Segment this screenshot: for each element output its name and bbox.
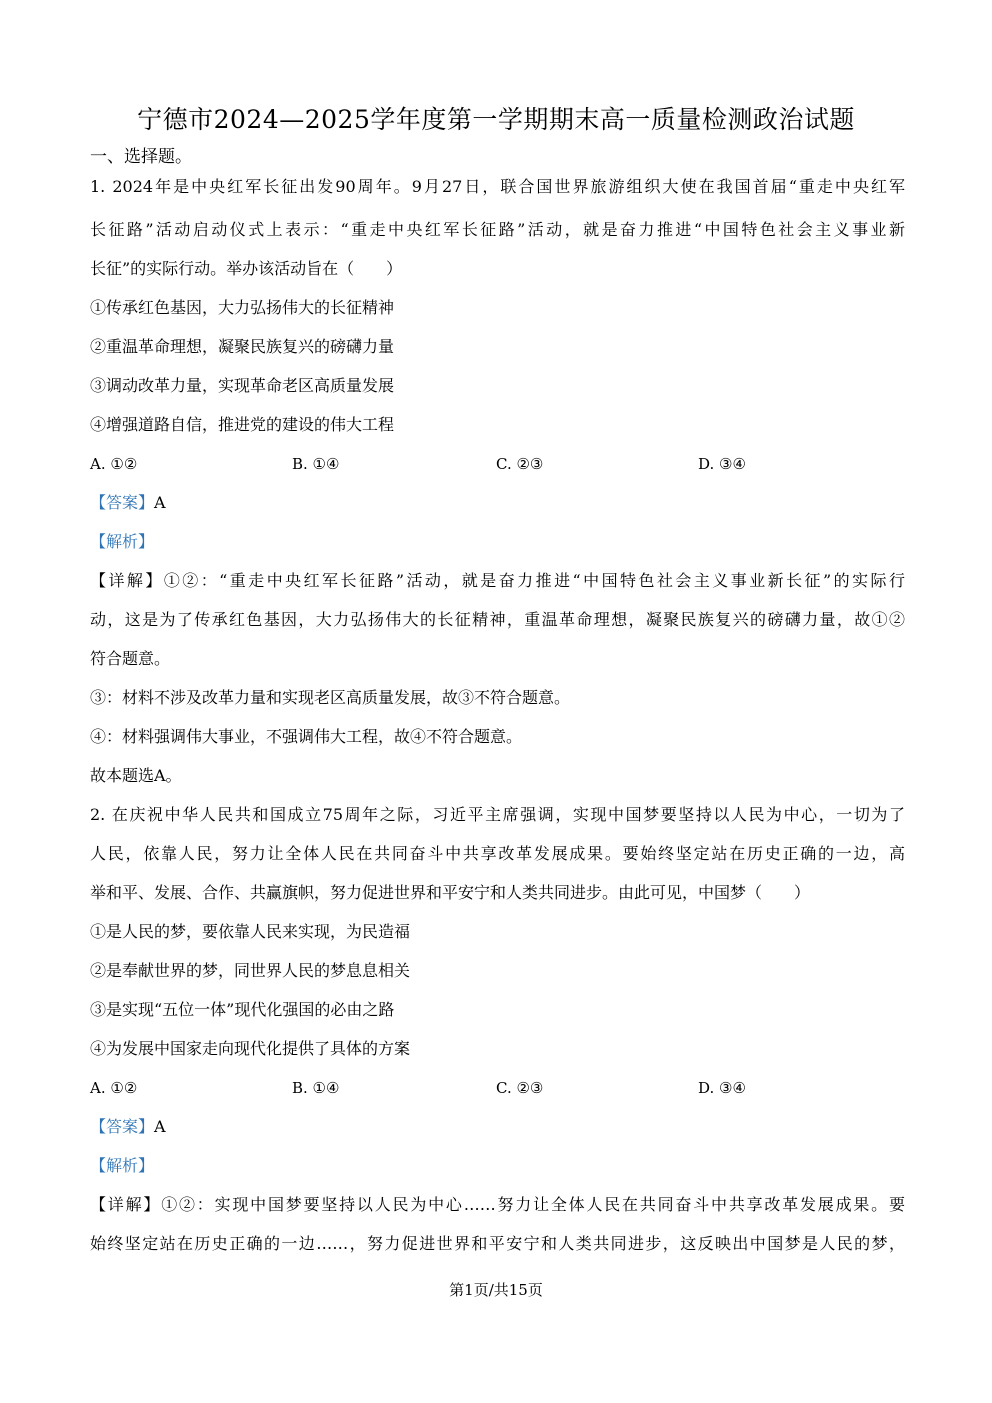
q1-option-a: A. ①② [90, 455, 138, 473]
q1-answer-label: 【答案】 [90, 493, 155, 512]
q2-detail-line-2: 始终坚定站在历史正确的一边……，努力促进世界和平安宁和人类共同进步，这反映出中国梦是人民的梦， [90, 1234, 905, 1253]
q1-item-3: ③调动改革力量，实现革命老区高质量发展 [90, 376, 395, 395]
q2-answer-value: A [154, 1117, 166, 1136]
q1-option-c: C. ②③ [496, 455, 544, 473]
q1-detail-line-2: 动，这是为了传承红色基因，大力弘扬伟大的长征精神，重温革命理想，凝聚民族复兴的磅礴力量，故①② [90, 610, 905, 629]
q2-option-b: B. ①④ [292, 1079, 340, 1097]
q2-detail-label: 【详解】 [90, 1195, 162, 1214]
q2-option-c: C. ②③ [496, 1079, 544, 1097]
q2-item-3: ③是实现“五位一体”现代化强国的必由之路 [90, 1000, 395, 1019]
q2-option-d: D. ③④ [698, 1079, 746, 1097]
page-number: 第1页/共15页 [449, 1281, 543, 1299]
q2-option-a: A. ①② [90, 1079, 138, 1097]
q2-stem-line-2: 人民，依靠人民，努力让全体人民在共同奋斗中共享改革发展成果。要始终坚定站在历史正确的一边，高 [90, 844, 905, 863]
q1-option-d: D. ③④ [698, 455, 746, 473]
q1-stem-line-1: 1. 2024年是中央红军长征出发90周年。9月27日，联合国世界旅游组织大使在我国首届“重走中央红军 [90, 177, 905, 196]
q2-detail-line-1 [90, 1193, 905, 1217]
q1-detail-text-1: ①②：“重走中央红军长征路”活动，就是奋力推进“中国特色社会主义事业新长征”的实际行 [163, 571, 905, 590]
q2-analysis-label: 【解析】 [90, 1156, 155, 1175]
q2-stem-line-1: 2. 在庆祝中华人民共和国成立75周年之际，习近平主席强调，实现中国梦要坚持以人民为中心，一切为了 [90, 805, 905, 824]
q1-item-4: ④增强道路自信，推进党的建设的伟大工程 [90, 415, 395, 434]
q1-option-b: B. ①④ [292, 455, 340, 473]
q2-item-2: ②是奉献世界的梦，同世界人民的梦息息相关 [90, 961, 411, 980]
page-title: 宁德市2024—2025学年度第一学期期末高一质量检测政治试题 [137, 105, 855, 134]
section-heading: 一、选择题。 [90, 147, 192, 167]
q1-detail-line-5: ④：材料强调伟大事业，不强调伟大工程，故④不符合题意。 [90, 727, 523, 746]
q1-item-2: ②重温革命理想，凝聚民族复兴的磅礴力量 [90, 337, 395, 356]
q1-detail-line-3: 符合题意。 [90, 649, 171, 668]
q1-detail-label: 【详解】 [90, 571, 164, 590]
q1-analysis-label: 【解析】 [90, 532, 155, 551]
q2-item-4: ④为发展中国家走向现代化提供了具体的方案 [90, 1039, 411, 1058]
q1-detail-line-6: 故本题选A。 [90, 766, 182, 785]
q1-detail-line-1 [90, 569, 905, 593]
q1-stem-line-3: 长征”的实际行动。举办该活动旨在（ ） [90, 259, 403, 278]
q1-answer [90, 491, 905, 515]
q1-detail-line-4: ③：材料不涉及改革力量和实现老区高质量发展，故③不符合题意。 [90, 688, 571, 707]
q2-answer [90, 1115, 905, 1139]
q2-detail-text-1: ①②：实现中国梦要坚持以人民为中心……努力让全体人民在共同奋斗中共享改革发展成果。要 [161, 1195, 905, 1214]
q2-answer-label: 【答案】 [90, 1117, 155, 1136]
q1-item-1: ①传承红色基因，大力弘扬伟大的长征精神 [90, 298, 395, 317]
q2-stem-line-3: 举和平、发展、合作、共赢旗帜，努力促进世界和平安宁和人类共同进步。由此可见，中国梦（ ） [90, 883, 811, 902]
q1-stem-line-2: 长征路”活动启动仪式上表示：“重走中央红军长征路”活动，就是奋力推进“中国特色社会主义事业新 [90, 220, 905, 239]
q2-item-1: ①是人民的梦，要依靠人民来实现，为民造福 [90, 922, 411, 941]
q1-answer-value: A [154, 493, 166, 512]
